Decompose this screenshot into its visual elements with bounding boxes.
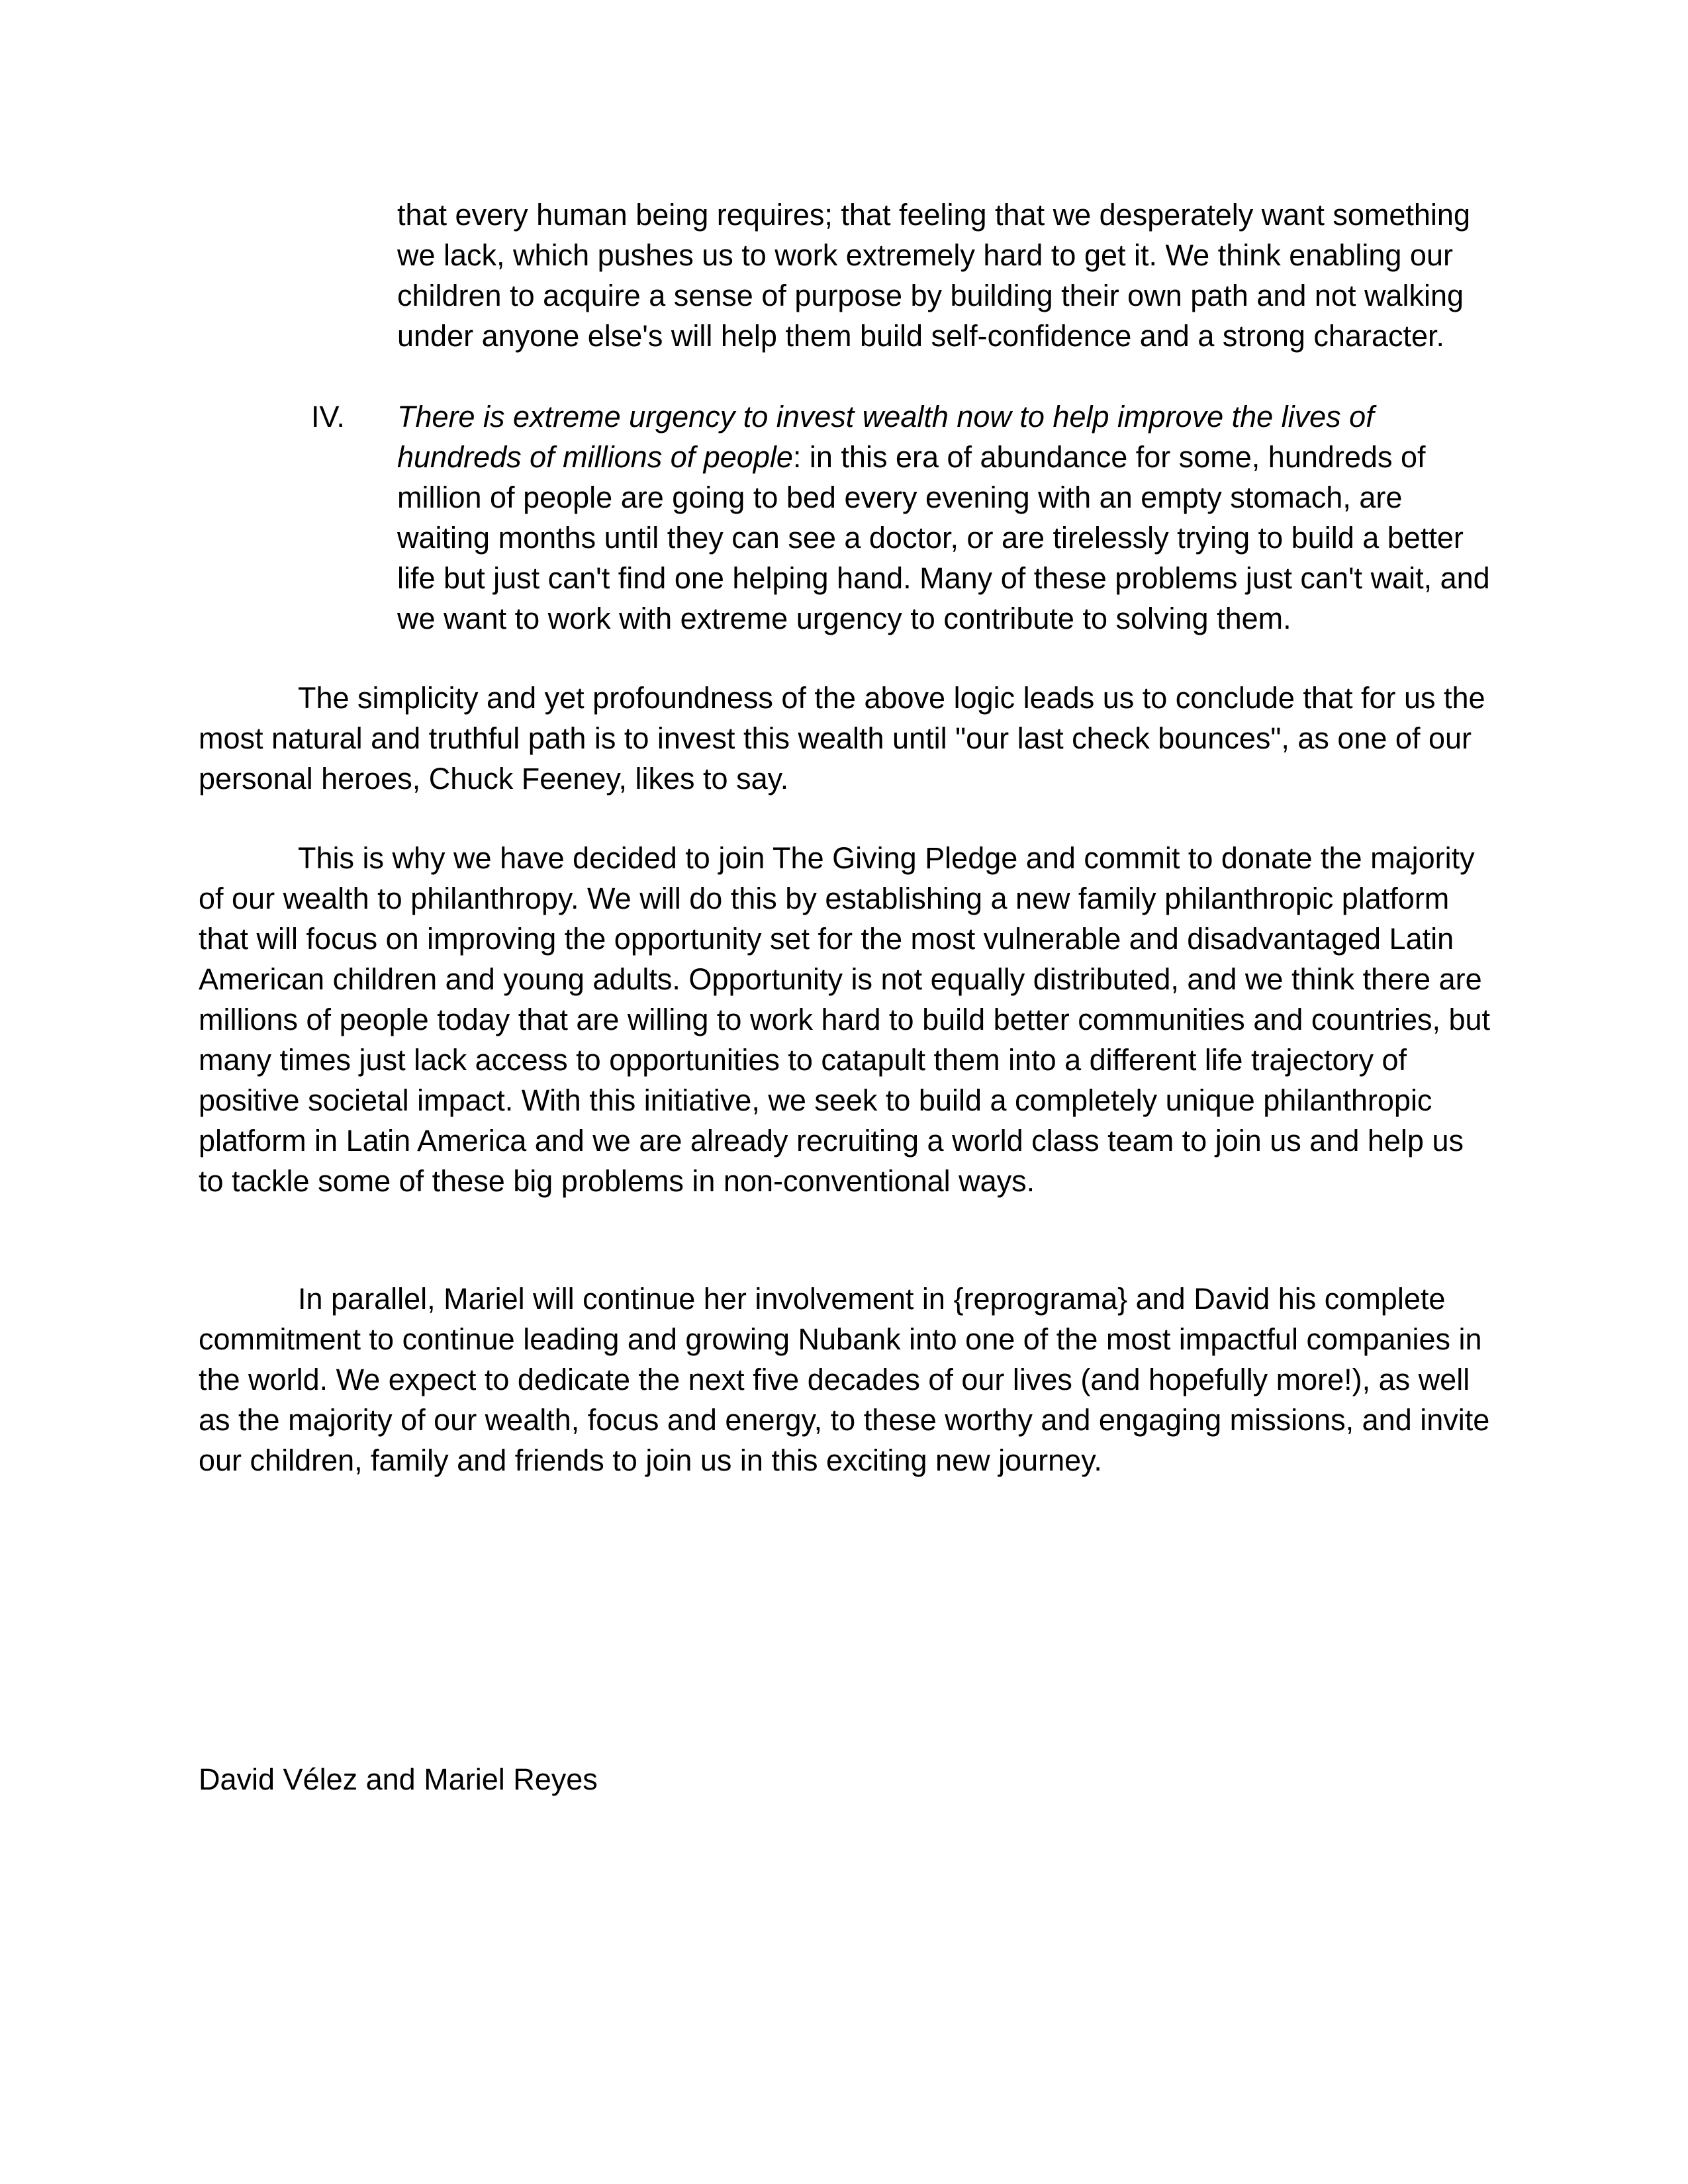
signature: David Vélez and Mariel Reyes bbox=[199, 1762, 598, 1796]
list-marker: IV. bbox=[311, 400, 345, 433]
list-item-emphasis: There is extreme urgency to invest wealth now to help improve the lives of hundreds of millions of people bbox=[397, 400, 1374, 474]
paragraph-parallel: In parallel, Mariel will continue her involvement in {reprograma} and David his complete commitment to continue leading and growing Nubank into one of the most impactful companies in the world. We expect to dedicate the next five decades of our lives (and hopefully more!), as well as the majority of our wealth, focus and energy, to these worthy and engaging missions, and invite our children, family and friends to join us in this exciting new journey. bbox=[199, 1282, 1490, 1477]
list-item-body bbox=[397, 396, 1496, 639]
list-item-text: : in this era of abundance for some, hundreds of million of people are going to bed every evening with an empty stomach, are waiting months until they can see a doctor, or are tirelessly trying to build a better life but just can't find one helping hand. Many of these problems just can't wait, and we want to work with extreme urgency to contribute to solving them. bbox=[397, 440, 1490, 635]
paragraph-conclusion: The simplicity and yet profoundness of the above logic leads us to conclude that for us the most natural and truthful path is to invest this wealth until "our last check bounces", as one of our personal heroes, Chuck Feeney, likes to say. bbox=[199, 681, 1485, 796]
paragraph-giving-pledge: This is why we have decided to join The Giving Pledge and commit to donate the majority of our wealth to philanthropy. We will do this by establishing a new family philanthropic platform that will focus on improving the opportunity set for the most vulnerable and disadvantaged Latin American children and young adults. Opportunity is not equally distributed, and we think there are millions of people today that are willing to work hard to build better communities and countries, but many times just lack access to opportunities to catapult them into a different life trajectory of positive societal impact. With this initiative, we seek to build a completely unique philanthropic platform in Latin America and we are already recruiting a world class team to join us and help us to tackle some of these big problems in non-conventional ways. bbox=[199, 841, 1491, 1198]
continuation-paragraph: that every human being requires; that feeling that we desperately want something we lack, which pushes us to work extremely hard to get it. We think enabling our children to acquire a sense of purpose by building their own path and not walking under anyone else's will help them build self-confidence and a strong character. bbox=[397, 198, 1470, 353]
